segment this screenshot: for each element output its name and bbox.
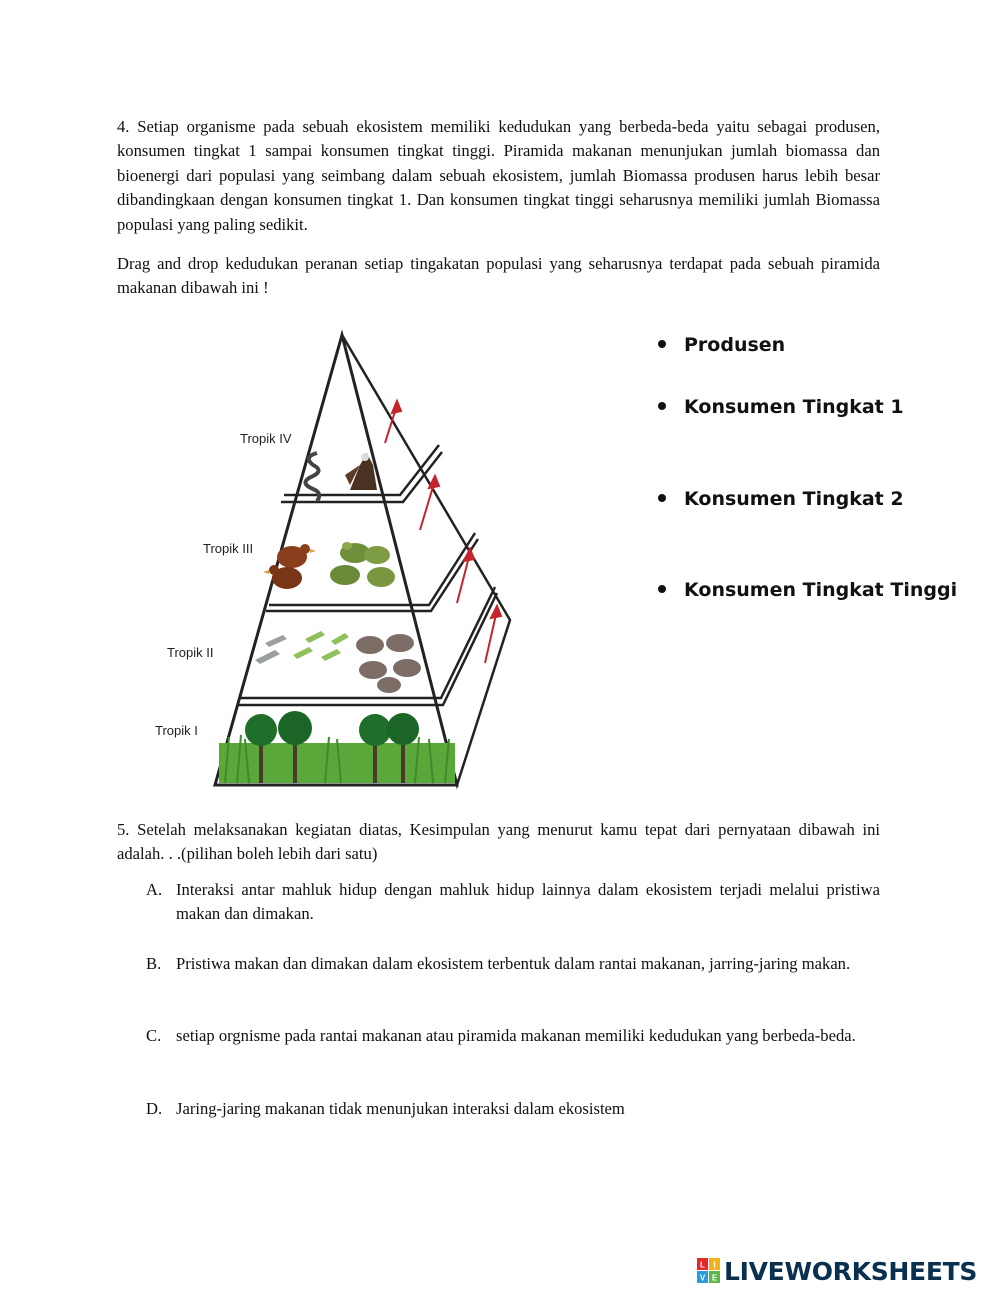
bullet-icon — [658, 494, 666, 502]
drag-item-produsen[interactable] — [658, 334, 785, 356]
rat-icon — [359, 661, 387, 679]
drag-item-label: Konsumen Tingkat 1 — [684, 396, 904, 418]
option-b[interactable] — [146, 952, 880, 976]
frog-icon — [330, 565, 360, 585]
liveworksheets-logo — [697, 1256, 977, 1286]
rat-icon — [386, 634, 414, 652]
drag-item-konsumen-tingkat-2[interactable] — [658, 488, 904, 510]
svg-text:L: L — [700, 1260, 705, 1270]
option-d[interactable] — [146, 1097, 880, 1121]
drag-item-konsumen-tingkat-tinggi[interactable] — [658, 579, 957, 601]
logo-blocks-icon — [697, 1258, 721, 1284]
frog-icon — [367, 567, 395, 587]
option-letter: A. — [146, 880, 163, 899]
frog-icon — [364, 546, 390, 564]
option-text: Interaksi antar mahluk hidup dengan mahluk hidup lainnya dalam ekosistem terjadi melalui pristiwa makan dan dimakan. — [176, 880, 880, 924]
drag-item-label: Konsumen Tingkat 2 — [684, 488, 904, 510]
food-pyramid-figure — [145, 325, 535, 795]
option-text: Pristiwa makan dan dimakan dalam ekosistem terbentuk dalam rantai makanan, jarring-jaring makan. — [176, 954, 851, 973]
option-text: setiap orgnisme pada rantai makanan atau piramida makanan memiliki kedudukan yang berbeda-beda. — [176, 1026, 856, 1045]
drag-drop-instruction: Drag and drop kedudukan peranan setiap tingakatan populasi yang seharusnya terdapat pada sebuah piramida makanan dibawah ini ! — [117, 254, 880, 298]
drag-item-label: Konsumen Tingkat Tinggi — [684, 579, 958, 601]
option-c[interactable] — [146, 1024, 880, 1048]
bullet-icon — [658, 585, 666, 593]
question-5-text: 5. Setelah melaksanakan kegiatan diatas, Kesimpulan yang menurut kamu tepat dari pernyataan dibawah ini adalah. . .(pilihan boleh lebih dari satu) — [117, 820, 880, 864]
option-text: Jaring-jaring makanan tidak menunjukan interaksi dalam ekosistem — [176, 1099, 625, 1118]
pyramid-level-label: Tropik IV — [240, 431, 292, 446]
arrow-icon — [429, 476, 439, 488]
drag-item-konsumen-tingkat-1[interactable] — [658, 396, 904, 418]
bullet-icon — [658, 402, 666, 410]
svg-text:I: I — [713, 1260, 716, 1270]
bullet-icon — [658, 340, 666, 348]
pyramid-level-label: Tropik III — [203, 541, 254, 556]
pyramid-level-label: Tropik I — [155, 723, 198, 738]
rat-icon — [393, 659, 421, 677]
rat-icon — [377, 677, 401, 693]
brand-name: LIVEWORKSHEETS — [724, 1256, 978, 1286]
svg-text:E: E — [711, 1273, 718, 1283]
drag-item-label: Produsen — [684, 334, 786, 356]
option-letter: D. — [146, 1099, 163, 1118]
pyramid-level-label: Tropik II — [167, 645, 214, 660]
svg-text:V: V — [699, 1273, 706, 1283]
rat-icon — [356, 636, 384, 654]
option-letter: B. — [146, 954, 162, 973]
option-letter: C. — [146, 1026, 162, 1045]
question-4-text: 4. Setiap organisme pada sebuah ekosistem memiliki kedudukan yang berbeda-beda yaitu sebagai produsen, konsumen tingkat 1 sampai konsumen tingkat tinggi. Piramida makanan menunjukan jumlah biomassa dan bioenergi dari populasi yang seimbang dalam sebuah ekosistem, jumlah Biomassa produsen harus lebih besar dibandingkaan dengan konsumen tingkat 1. Dan konsumen tingkat tinggi seharusnya memiliki jumlah Biomassa populasi yang paling sedikit. — [117, 117, 880, 234]
option-a[interactable] — [146, 878, 880, 927]
arrow-icon — [392, 401, 401, 413]
